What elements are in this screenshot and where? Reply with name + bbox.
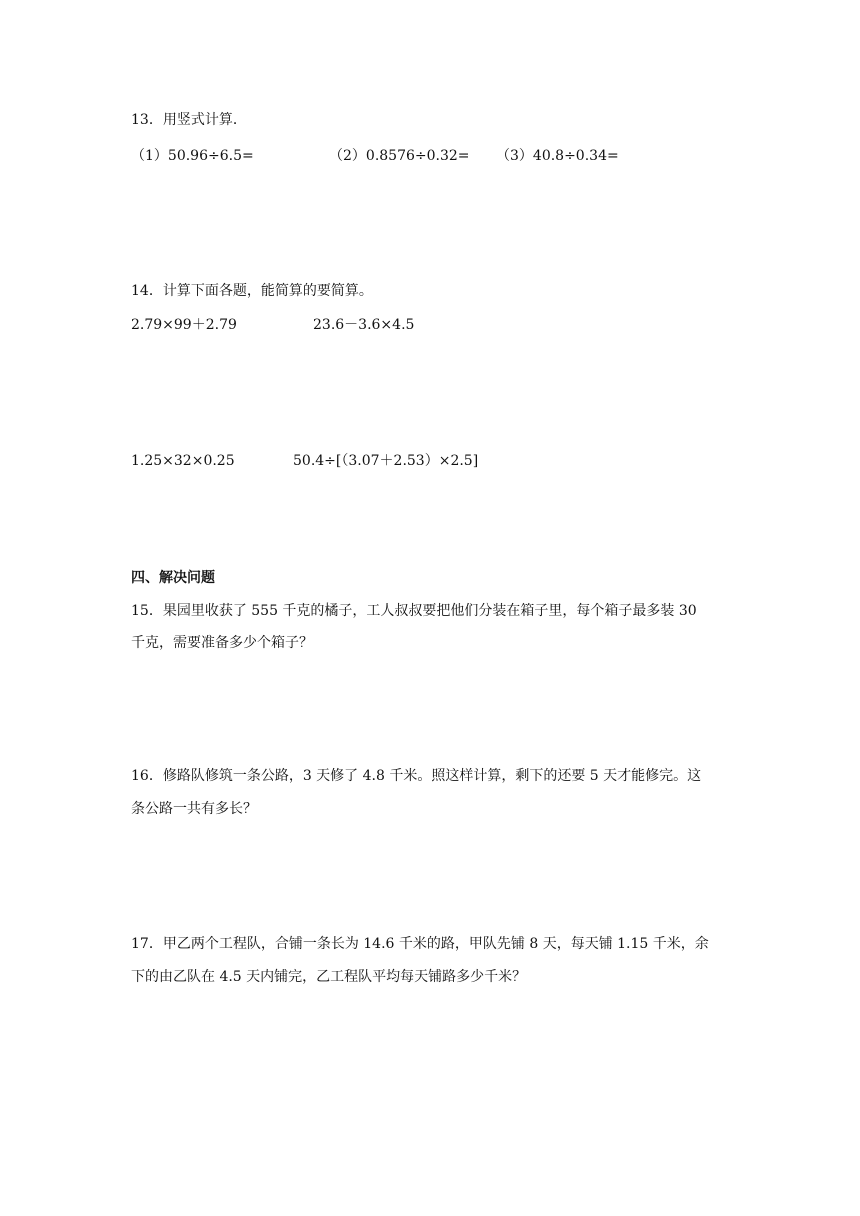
q13-item-3: （3）40.8÷0.34= — [496, 148, 619, 164]
q13-item-1: （1）50.96÷6.5= — [131, 148, 254, 164]
q15-line-2: 千克，需要准备多少个箱子？ — [131, 635, 313, 651]
section-heading: 四、解决问题 — [131, 570, 215, 586]
q14-expr-1: 2.79×99＋2.79 — [131, 317, 237, 333]
q13-item-2: （2）0.8576÷0.32= — [329, 148, 470, 164]
q14-expr-4: 50.4÷[（3.07＋2.53）×2.5] — [293, 453, 479, 469]
q17-line-1: 17．甲乙两个工程队，合铺一条长为 14.6 千米的路，甲队先铺 8 天，每天铺 1.15 千米，余 — [131, 936, 709, 952]
q14-expr-2: 23.6－3.6×4.5 — [313, 317, 415, 333]
q13-title: 13．用竖式计算． — [131, 112, 247, 128]
q16-line-1: 16．修路队修筑一条公路，3 天修了 4.8 千米。照这样计算，剩下的还要 5 天才能修完。这 — [131, 768, 702, 784]
q14-expr-3: 1.25×32×0.25 — [131, 453, 235, 469]
q16-line-2: 条公路一共有多长？ — [131, 801, 257, 817]
q17-line-2: 下的由乙队在 4.5 天内铺完，乙工程队平均每天铺路多少千米？ — [131, 969, 527, 985]
q14-title: 14．计算下面各题，能简算的要简算。 — [131, 283, 373, 299]
q15-line-1: 15．果园里收获了 555 千克的橘子，工人叔叔要把他们分装在箱子里，每个箱子最多装 30 — [131, 603, 697, 619]
